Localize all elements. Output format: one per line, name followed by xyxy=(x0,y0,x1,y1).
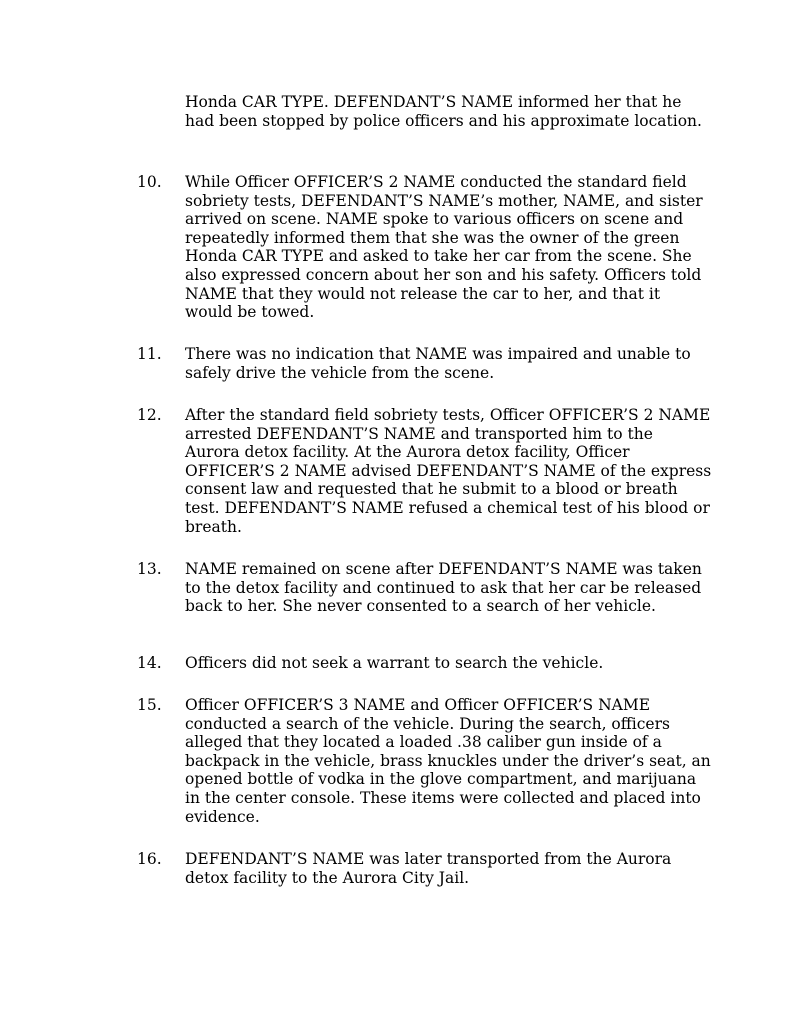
paragraph-number: 15. xyxy=(137,696,162,714)
paragraph-text: Honda CAR TYPE. DEFENDANT’S NAME informed her that he had been stopped by police officers and his approximate location. xyxy=(185,93,702,130)
paragraph-16 xyxy=(137,850,712,887)
paragraph-number: 12. xyxy=(137,406,162,424)
paragraph-text: After the standard field sobriety tests, Officer OFFICER’S 2 NAME arrested DEFENDANT’S NAME and transported him to the Aurora detox facility. At the Aurora detox facility, Officer OFFICER’S 2 NAME advised DEFENDANT’S NAME of the express consent law and requested that he submit to a blood or breath test. DEFENDANT’S NAME refused a chemical test of his blood or breath. xyxy=(185,406,712,536)
paragraph-14 xyxy=(137,654,712,673)
paragraph-number: 16. xyxy=(137,850,162,868)
paragraph-text: There was no indication that NAME was impaired and unable to safely drive the vehicle from the scene. xyxy=(185,345,691,382)
paragraph-13 xyxy=(137,560,712,616)
paragraph-text: NAME remained on scene after DEFENDANT’S NAME was taken to the detox facility and continued to ask that her car be released back to her. She never consented to a search of her vehicle. xyxy=(185,560,702,616)
paragraph-number: 13. xyxy=(137,560,162,578)
paragraph-number: 10. xyxy=(137,173,162,191)
paragraph-text: Officer OFFICER’S 3 NAME and Officer OFFICER’S NAME conducted a search of the vehicle. During the search, officers alleged that they located a loaded .38 caliber gun inside of a backpack in the vehicle, brass knuckles under the driver’s seat, an opened bottle of vodka in the glove compartment, and marijuana in the center console. These items were collected and placed into evidence. xyxy=(185,696,711,826)
paragraph-10 xyxy=(137,173,712,322)
paragraph-text: DEFENDANT’S NAME was later transported from the Aurora detox facility to the Aurora City Jail. xyxy=(185,850,672,887)
paragraph-number: 11. xyxy=(137,345,162,363)
paragraph-11 xyxy=(137,345,712,382)
paragraph-text: Officers did not seek a warrant to search the vehicle. xyxy=(185,654,604,672)
paragraph-15 xyxy=(137,696,712,826)
paragraph-number: 14. xyxy=(137,654,162,672)
paragraph-text: While Officer OFFICER’S 2 NAME conducted the standard field sobriety tests, DEFENDANT’S NAME’s mother, NAME, and sister arrived on scene. NAME spoke to various officers on scene and repeatedly informed them that she was the owner of the green Honda CAR TYPE and asked to take her car from the scene. She also expressed concern about her son and his safety. Officers told NAME that they would not release the car to her, and that it would be towed. xyxy=(185,173,703,322)
paragraph-continued xyxy=(137,93,712,130)
paragraph-12 xyxy=(137,406,712,536)
